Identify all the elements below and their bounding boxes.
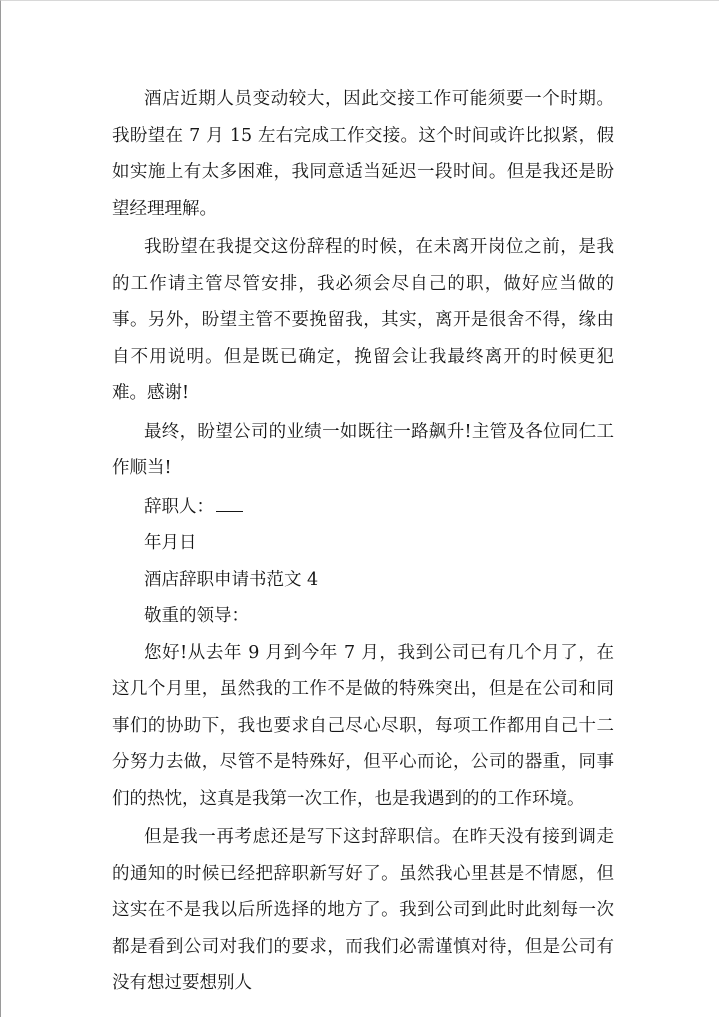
section-title: 酒店辞职申请书范文 4 — [144, 569, 319, 590]
paragraph-decision: 但是我一再考虑还是写下这封辞职信。在昨天没有接到调走的通知的时候已经把辞职新写好了。虽然我心里甚是不情愿，但这实在不是我以后所选择的地方了。我到公司到此时此刻每一次都是看到公司对我们的要求，而我们必需谨慎对待，但是公司有没有想过要想别人 — [112, 827, 614, 993]
paragraph-wishes: 最终，盼望公司的业绩一如既往一路飙升!主管及各位同仁工作顺当! — [112, 421, 614, 478]
paragraph-greeting: 您好!从去年 9 月到今年 7 月，我到公司已有几个月了，在这几个月里，虽然我的工作不是做的特殊突出，但是在公司和同事们的协助下，我也要求自己尽心尽职，每项工作都用自己十二分努力去做，尽管不是特殊好，但平心而论，公司的器重，同事们的热忱，这真是我第一次工作，也是我遇到的的工作环境。 — [112, 642, 614, 809]
paragraph-request: 我盼望在我提交这份辞程的时候，在未离开岗位之前，是我的工作请主管尽管安排，我必须会尽自己的职，做好应当做的事。另外，盼望主管不要挽留我，其实，离开是很舍不得，缘由自不用说明。但是既已确定，挽留会让我最终离开的时候更犯难。感谢! — [112, 237, 614, 403]
signature-blank — [216, 495, 243, 512]
salutation: 敬重的领导： — [144, 606, 249, 626]
date-line: 年月日 — [144, 533, 197, 553]
paragraph-handover: 酒店近期人员变动较大，因此交接工作可能须要一个时期。我盼望在 7 月 15 左右完成工作交接。这个时间或许比拟紧，假如实施上有太多困难，我同意适当延迟一段时间。但是我还是盼望经理理解。 — [112, 89, 614, 219]
signature-line — [112, 489, 614, 526]
signature-label: 辞职人： — [144, 496, 214, 517]
document-body — [112, 81, 614, 1002]
